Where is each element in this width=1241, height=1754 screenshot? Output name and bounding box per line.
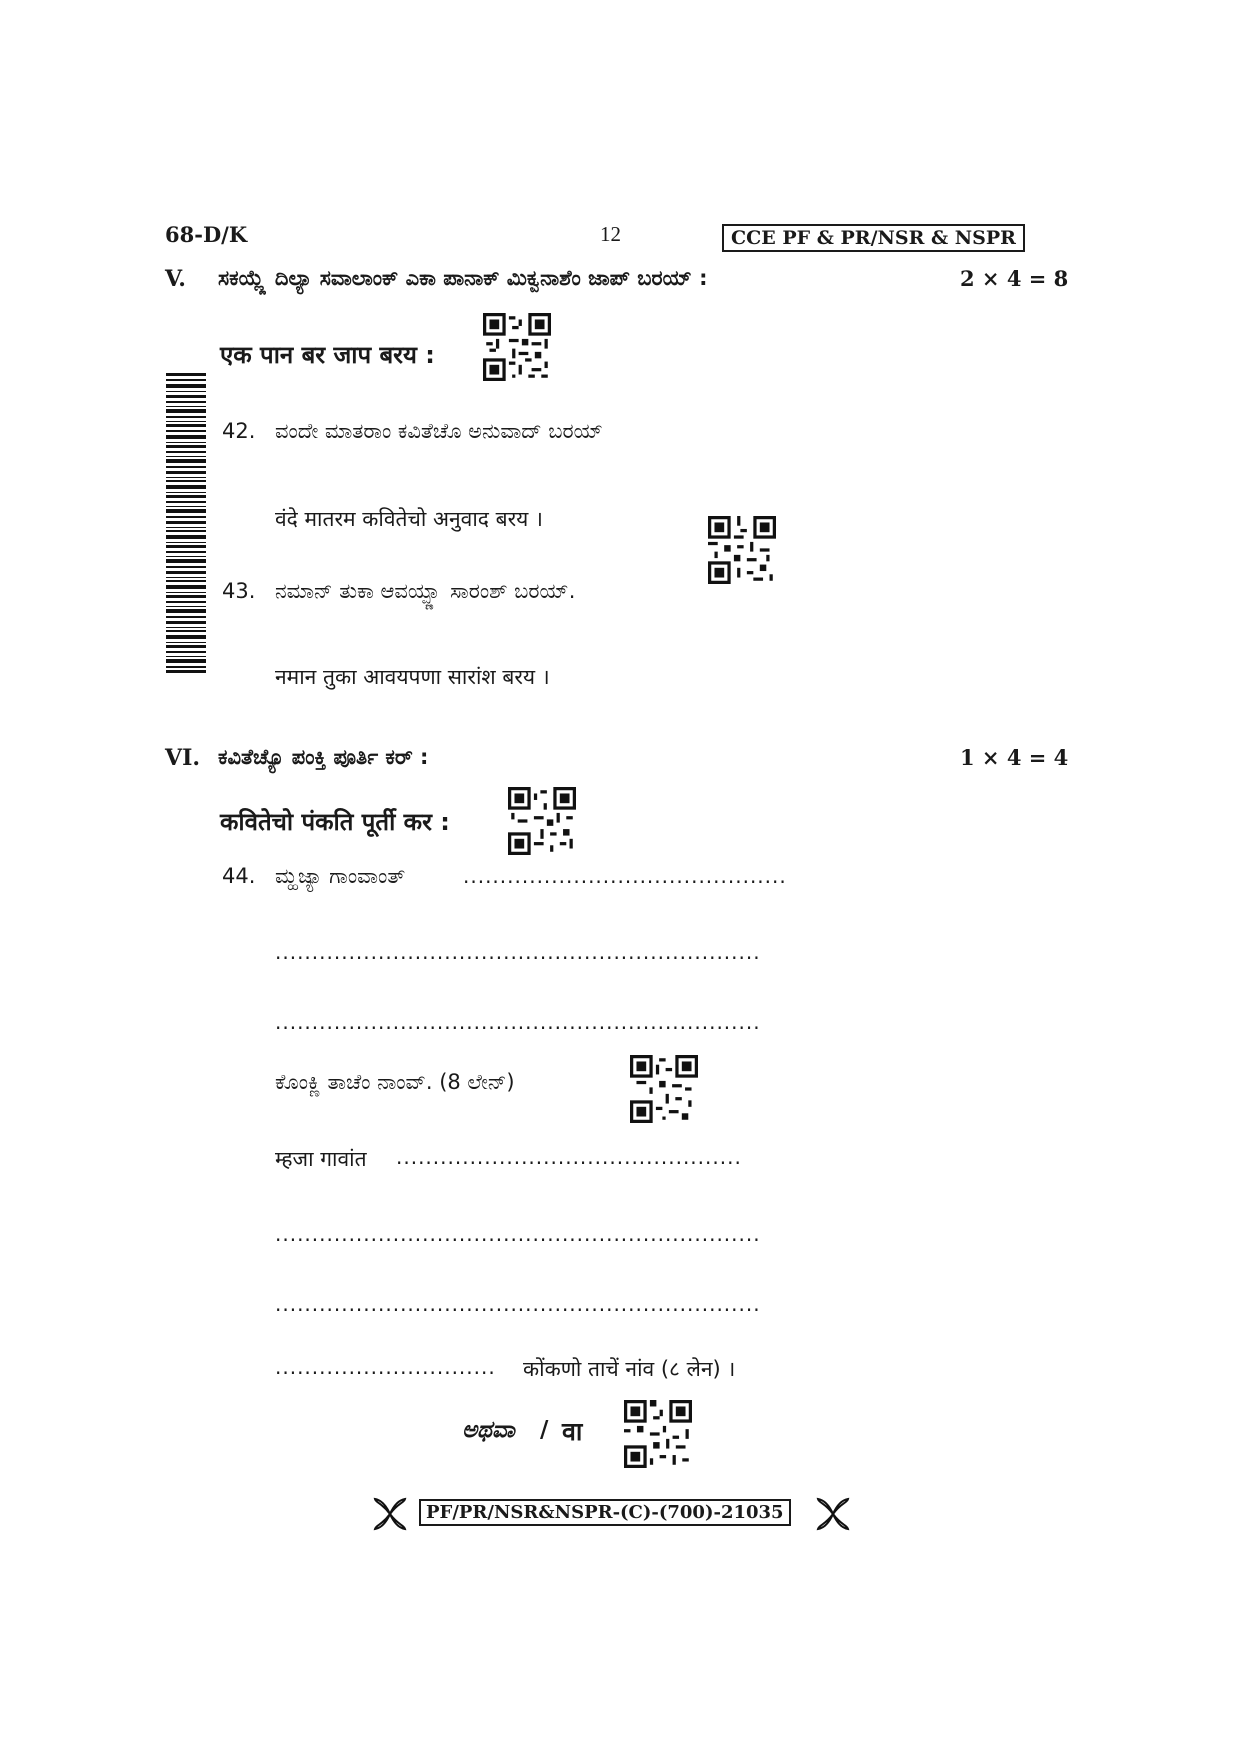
- qr-code-icon: [630, 1055, 698, 1123]
- answer-blank: ...............................................: [396, 1145, 742, 1169]
- answer-blank: ..............................: [275, 1355, 496, 1379]
- question-44-devanagari-end: कोंकणो ताचें नांव (८ लेन) ।: [523, 1357, 736, 1381]
- page-number: 12: [600, 222, 621, 246]
- ornament-icon: [815, 1497, 851, 1531]
- answer-blank-line: ..................................................................: [275, 1292, 761, 1316]
- question-44-kannada-end: ಕೊಂಕ್ಣಿ ತಾಚೆಂ ನಾಂವ್. (8 ಲೇನ್): [275, 1070, 515, 1094]
- section-v-number: V.: [165, 266, 186, 292]
- question-43-number: 43.: [222, 579, 256, 603]
- qr-code-icon: [624, 1400, 692, 1468]
- section-vi-marks: 1 × 4 = 4: [960, 745, 1069, 770]
- section-vi-instruction-devanagari: कवितेचो पंकति पूर्ती कर :: [220, 808, 450, 836]
- question-42-number: 42.: [222, 419, 256, 443]
- section-v-instruction-kannada: ಸಕಯ್ಲ್ಲೆ ದಿಲ್ಯಾ ಸವಾಲಾಂಕ್ ಎಕಾ ಪಾನಾಕ್ ಮಿಕ್ವನಾಶೆಂ ಜಾಪ್ ಬರಯ್ :: [218, 266, 708, 290]
- exam-title-box: CCE PF & PR/NSR & NSPR: [722, 224, 1025, 252]
- question-43-devanagari: नमान तुका आवयपणा सारांश बरय ।: [275, 665, 550, 689]
- qr-code-icon: [708, 516, 776, 584]
- section-v-instruction-devanagari: एक पान बर जाप बरय :: [220, 341, 435, 369]
- question-44-number: 44.: [222, 864, 256, 888]
- question-44-devanagari-start: म्हजा गावांत: [275, 1147, 367, 1171]
- barcode-icon: [166, 373, 206, 673]
- question-43-kannada: ನಮಾನ್ ತುಕಾ ಆವಯ್ಪ್ಣಾ ಸಾರಂಶ್ ಬರಯ್.: [275, 579, 576, 603]
- answer-blank: ............................................: [463, 864, 787, 888]
- question-44-kannada-start: ಮ್ಹಜ್ಯಾ ಗಾಂವಾಂತ್: [275, 864, 406, 888]
- paper-code: 68-D/K: [165, 222, 248, 247]
- qr-code-icon: [483, 313, 551, 381]
- or-separator: /: [540, 1417, 549, 1443]
- question-42-devanagari: वंदे मातरम कवितेचो अनुवाद बरय ।: [275, 507, 543, 531]
- section-vi-number: VI.: [165, 745, 201, 771]
- or-label-devanagari: वा: [562, 1417, 583, 1446]
- section-v-marks: 2 × 4 = 8: [960, 266, 1069, 291]
- qr-code-icon: [508, 787, 576, 855]
- or-label-kannada: ಅಥವಾ: [462, 1417, 515, 1443]
- ornament-icon: [372, 1497, 408, 1531]
- answer-blank-line: ..................................................................: [275, 1222, 761, 1246]
- answer-blank-line: ..................................................................: [275, 940, 761, 964]
- answer-blank-line: ..................................................................: [275, 1010, 761, 1034]
- section-vi-instruction-kannada: ಕವಿತೆಚ್ಯೊ ಪಂಕ್ತಿ ಪೂರ್ತಿ ಕರ್ :: [218, 745, 429, 769]
- question-42-kannada: ವಂದೇ ಮಾತರಾಂ ಕವಿತೆಚೊ ಅನುವಾದ್ ಬರಯ್: [275, 419, 603, 443]
- footer-paper-code: PF/PR/NSR&NSPR-(C)-(700)-21035: [419, 1499, 791, 1526]
